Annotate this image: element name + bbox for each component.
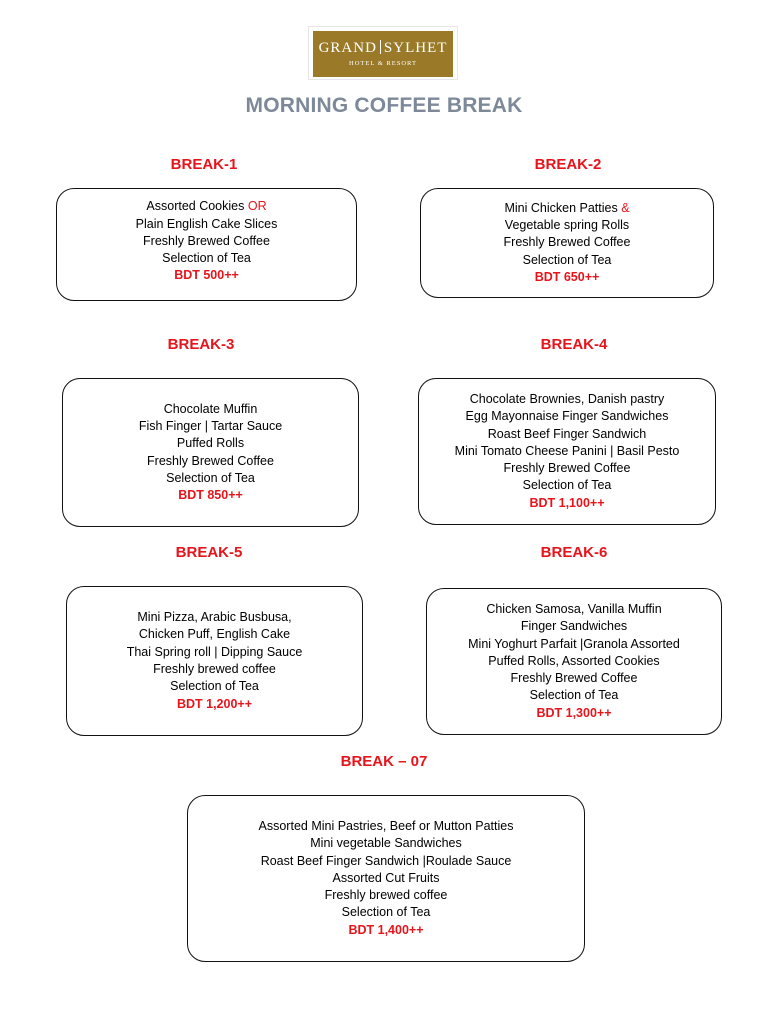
break-6-item: Chicken Samosa, Vanilla Muffin [486,601,662,616]
hotel-logo [313,31,453,77]
break-6-title: BREAK-6 [540,544,608,561]
break-5-item: Mini Pizza, Arabic Busbusa, [137,610,292,625]
break-1-item: Plain English Cake Slices [135,216,278,231]
break-3-item: Puffed Rolls [176,436,245,451]
break-7-item: Assorted Mini Pastries, Beef or Mutton Patties [258,818,514,833]
break-6-menu-box [426,588,722,735]
break-4-menu-box [418,378,716,525]
break-7-item: Freshly brewed coffee [324,888,448,903]
break-3-item: Freshly Brewed Coffee [147,453,274,468]
break-3-menu-box [62,378,359,527]
break-1-item: Freshly Brewed Coffee [143,233,270,248]
logo-frame [308,26,458,80]
break-1-menu-box [56,188,357,301]
break-4-item: Egg Mayonnaise Finger Sandwiches [465,409,669,424]
break-3-item: Chocolate Muffin [163,401,258,416]
break-6-item: Selection of Tea [529,688,619,703]
break-4-item: Chocolate Brownies, Danish pastry [469,391,665,406]
break-1-title: BREAK-1 [170,156,238,173]
break-1-item: Assorted Cookies OR [146,199,267,214]
break-3-price: BDT 850++ [178,488,243,503]
break-3-item: Fish Finger | Tartar Sauce [138,418,283,433]
break-2-title: BREAK-2 [534,156,602,173]
break-5-price: BDT 1,200++ [176,696,253,711]
break-5-menu-box [66,586,363,736]
break-7-item: Assorted Cut Fruits [332,870,440,885]
break-2-price: BDT 650++ [534,269,600,284]
break-7-item: Selection of Tea [341,905,431,920]
break-4-item: Freshly Brewed Coffee [503,461,631,476]
logo-separator [380,40,381,54]
break-4-title: BREAK-4 [540,336,608,353]
break-3-title: BREAK-3 [167,336,235,353]
break-6-item: Mini Yoghurt Parfait |Granola Assorted [468,636,680,651]
break-7-item: Mini vegetable Sandwiches [310,836,462,851]
break-4-item: Roast Beef Finger Sandwich [487,426,647,441]
or-connector: OR [247,199,267,214]
break-2-item: Freshly Brewed Coffee [503,235,631,250]
break-5-item: Chicken Puff, English Cake [138,627,291,642]
break-3-item: Selection of Tea [166,470,255,485]
break-7-title: BREAK – 07 [340,753,428,770]
logo-text-right: SYLHET [383,40,448,56]
break-2-menu-box [420,188,714,298]
logo-text-left: GRAND [318,40,377,56]
break-5-item: Thai Spring roll | Dipping Sauce [126,644,303,659]
break-4-item: Mini Tomato Cheese Panini | Basil Pesto [454,443,680,458]
page-title: MORNING COFFEE BREAK [245,94,523,117]
break-7-item: Roast Beef Finger Sandwich |Roulade Sauce [260,853,512,868]
break-5-title: BREAK-5 [175,544,243,561]
break-7-price: BDT 1,400++ [348,922,424,937]
break-5-item: Selection of Tea [170,679,259,694]
break-2-item: Selection of Tea [522,252,612,267]
break-6-item: Finger Sandwiches [520,619,628,634]
break-7-menu-box [187,795,585,962]
and-connector: & [621,200,630,215]
logo-subtitle: HOTEL & RESORT [349,60,417,67]
break-6-price: BDT 1,300++ [536,705,612,720]
break-5-item: Freshly brewed coffee [153,662,276,676]
break-6-item: Puffed Rolls, Assorted Cookies [488,653,660,668]
break-6-item: Freshly Brewed Coffee [510,671,638,686]
break-1-price: BDT 500++ [174,268,239,283]
break-2-item: Vegetable spring Rolls [504,218,630,233]
break-2-item: Mini Chicken Patties & [504,200,630,215]
break-4-item: Selection of Tea [522,478,612,493]
break-4-price: BDT 1,100++ [529,495,605,510]
break-1-item: Selection of Tea [162,251,251,266]
